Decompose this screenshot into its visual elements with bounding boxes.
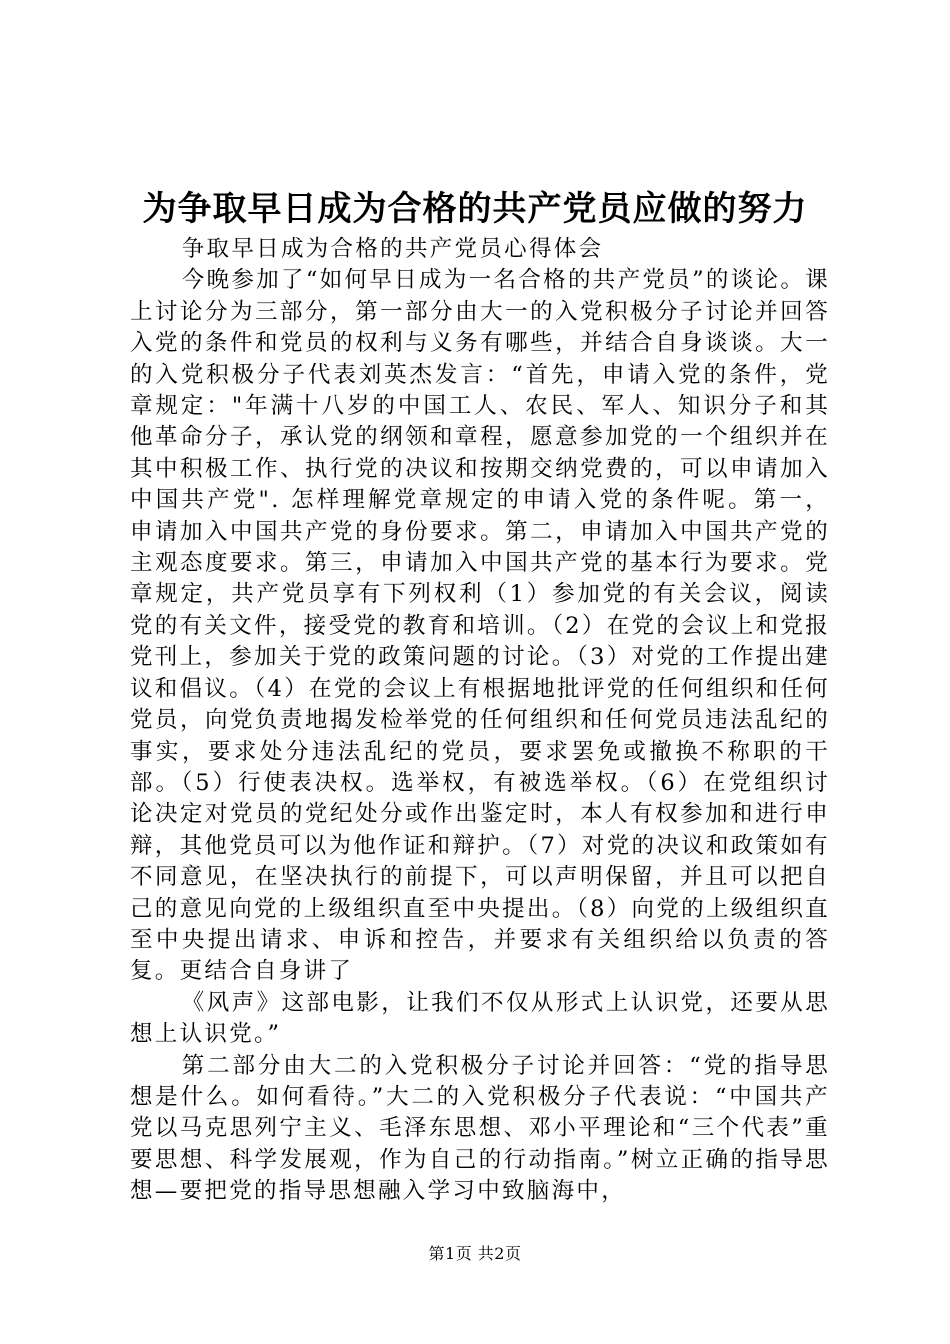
body-paragraph: 《风声》这部电影，让我们不仅从形式上认识党，还要从思想上认识党。”	[130, 989, 830, 1048]
document-body	[130, 234, 830, 1208]
page-footer: 第1页 共2页	[428, 1244, 522, 1263]
document-title: 为争取早日成为合格的共产党员应做的努力	[142, 189, 808, 229]
body-paragraph: 今晚参加了“如何早日成为一名合格的共产党员”的谈论。课上讨论分为三部分，第一部分由大一的入党积极分子讨论并回答入党的条件和党员的权利与义务有哪些，并结合自身谈谈。大一的入党积极分子代表刘英杰发言：“首先，申请入党的条件，党章规定："年满十八岁的中国工人、农民、军人、知识分子和其他革命分子，承认党的纲领和章程，愿意参加党的一个组织并在其中积极工作、执行党的决议和按期交纳党费的，可以申请加入中国共产党". 怎样理解党章规定的申请入党的条件呢。第一，申请加入中国共产党的身份要求。第二，申请加入中国共产党的主观态度要求。第三，申请加入中国共产党的基本行为要求。党章规定，共产党员享有下列权利（1）参加党的有关会议，阅读党的有关文件，接受党的教育和培训。（2）在党的会议上和党报党刊上，参加关于党的政策问题的讨论。（3）对党的工作提出建议和倡议。（4）在党的会议上有根据地批评党的任何组织和任何党员，向党负责地揭发检举党的任何组织和任何党员违法乱纪的事实，要求处分违法乱纪的党员，要求罢免或撤换不称职的干部。（5）行使表决权。选举权，有被选举权。（6）在党组织讨论决定对党员的党纪处分或作出鉴定时，本人有权参加和进行申辩，其他党员可以为他作证和辩护。（7）对党的决议和政策如有不同意见，在坚决执行的前提下，可以声明保留，并且可以把自己的意见向党的上级组织直至中央提出。（8）向党的上级组织直至中央提出请求、申诉和控告，并要求有关组织给以负责的答复。更结合自身讲了	[130, 267, 830, 985]
subtitle-paragraph: 争取早日成为合格的共产党员心得体会	[181, 236, 604, 262]
body-paragraph: 第二部分由大二的入党积极分子讨论并回答：“党的指导思想是什么。如何看待。”大二的入党积极分子代表说：“中国共产党以马克思列宁主义、毛泽东思想、邓小平理论和“三个代表”重要思想、科学发展观，作为自己的行动指南。”树立正确的指导思想—要把党的指导思想融入学习中致脑海中，	[130, 1052, 830, 1205]
